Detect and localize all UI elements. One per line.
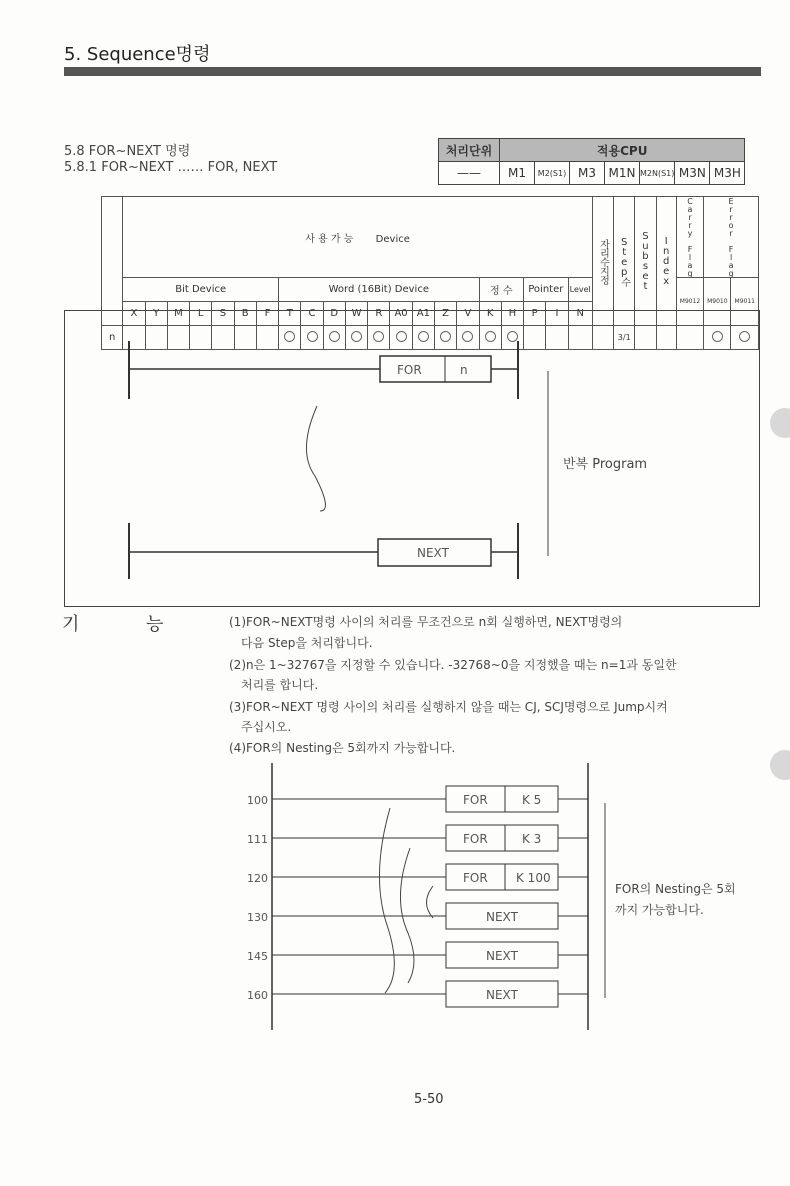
arg-label: K 3 [522, 832, 542, 846]
nesting-note: FOR의 Nesting은 5회 [615, 882, 736, 896]
function-line: (4)FOR의 Nesting은 5회까지 가능합니다. [229, 741, 456, 755]
col-header: L [190, 302, 212, 326]
inst-label: FOR [463, 832, 488, 846]
cpu-cell: M1 [500, 162, 535, 185]
index-header: Index [656, 197, 676, 326]
pointer-header: Pointer [524, 278, 569, 302]
step-count: 3/1 [614, 326, 635, 350]
col-header: M [167, 302, 189, 326]
subsection-title: 5.8.1 FOR~NEXT …… FOR, NEXT [64, 160, 278, 175]
arg-label: K 5 [522, 793, 542, 807]
step-number: 100 [247, 794, 268, 807]
inst-label: NEXT [486, 910, 518, 924]
row-label: n [102, 326, 123, 350]
page-header-title: 5. Sequence명령 [64, 44, 211, 65]
col-header: V [457, 302, 479, 326]
carry-header: Carry Flag [676, 197, 703, 278]
col-header: Y [145, 302, 167, 326]
digit-header: 자리수지정 [592, 197, 613, 326]
word-device-header: Word (16Bit) Device [279, 278, 479, 302]
nesting-diagram [230, 758, 770, 1033]
col-header: F [256, 302, 278, 326]
col-header: I [546, 302, 568, 326]
function-line: 다음 Step을 처리합니다. [241, 636, 373, 650]
error-header: Error Flag [704, 197, 759, 278]
col-header: A1 [412, 302, 434, 326]
inst-label: FOR [463, 871, 488, 885]
repeat-label: 반복 Program [563, 457, 648, 472]
level-header: Level [568, 278, 592, 302]
cpu-header: 적용CPU [500, 139, 745, 162]
cpu-cell: M2(S1) [535, 162, 570, 185]
flag-code: M9011 [731, 278, 759, 326]
inst-label: FOR [463, 793, 488, 807]
col-header: X [123, 302, 145, 326]
col-header: T [279, 302, 301, 326]
col-header: Z [434, 302, 456, 326]
usable-header: 사 용 가 능 Device [123, 197, 593, 278]
section-title: 5.8 FOR~NEXT 명령 [64, 144, 191, 159]
col-header: D [323, 302, 345, 326]
unit-header: 처리단위 [439, 139, 500, 162]
cpu-cell: M1N [605, 162, 640, 185]
bit-device-header: Bit Device [123, 278, 279, 302]
ladder-diagram [65, 311, 759, 606]
col-header: S [212, 302, 234, 326]
page-number: 5-50 [414, 1092, 444, 1107]
col-header: A0 [390, 302, 412, 326]
constant-header: 정 수 [479, 278, 524, 302]
col-header: N [568, 302, 592, 326]
col-header: W [345, 302, 367, 326]
inst-label: NEXT [486, 988, 518, 1002]
subset-header: Subset [635, 197, 656, 326]
function-label: 능 [146, 614, 164, 635]
col-header: H [501, 302, 523, 326]
flag-code: M9010 [704, 278, 731, 326]
step-number: 111 [247, 833, 268, 846]
n-label: n [460, 363, 468, 377]
inst-label: NEXT [486, 949, 518, 963]
nesting-note: 까지 가능합니다. [615, 903, 704, 917]
function-line: (3)FOR~NEXT 명령 사이의 처리를 실행하지 않을 때는 CJ, SCJ명령으로 Jump시켜 [229, 700, 668, 714]
binder-hole [770, 750, 790, 780]
cpu-cell: M3N [675, 162, 710, 185]
header-rule [64, 67, 761, 76]
step-number: 145 [247, 950, 268, 963]
cpu-cell: M2N(S1) [640, 162, 675, 185]
step-number: 120 [247, 872, 268, 885]
arg-label: K 100 [516, 871, 551, 885]
function-line: (2)n은 1~32767을 지정할 수 있습니다. -32768~0을 지정했을 때는 n=1과 동일한 [229, 658, 677, 672]
function-line: (1)FOR~NEXT명령 사이의 처리를 무조건으로 n회 실행하면, NEXT명령의 [229, 615, 623, 629]
function-line: 주십시오. [241, 720, 292, 734]
col-header: B [234, 302, 256, 326]
col-header: C [301, 302, 323, 326]
function-label: 기 [62, 614, 80, 635]
step-header: Step수 [614, 197, 635, 326]
next-label: NEXT [417, 546, 449, 560]
diagonal-cell [102, 197, 123, 326]
step-number: 130 [247, 911, 268, 924]
flag-code: M9012 [676, 278, 703, 326]
col-header: P [524, 302, 546, 326]
step-number: 160 [247, 989, 268, 1002]
col-header: K [479, 302, 501, 326]
binder-hole [770, 408, 790, 438]
for-label: FOR [397, 363, 422, 377]
cpu-cell: M3H [710, 162, 745, 185]
function-line: 처리를 합니다. [241, 678, 319, 692]
ladder-diagram-box [64, 310, 760, 607]
col-header: R [368, 302, 390, 326]
unit-value: —— [439, 162, 500, 185]
cpu-cell: M3 [570, 162, 605, 185]
cpu-table [438, 138, 745, 185]
